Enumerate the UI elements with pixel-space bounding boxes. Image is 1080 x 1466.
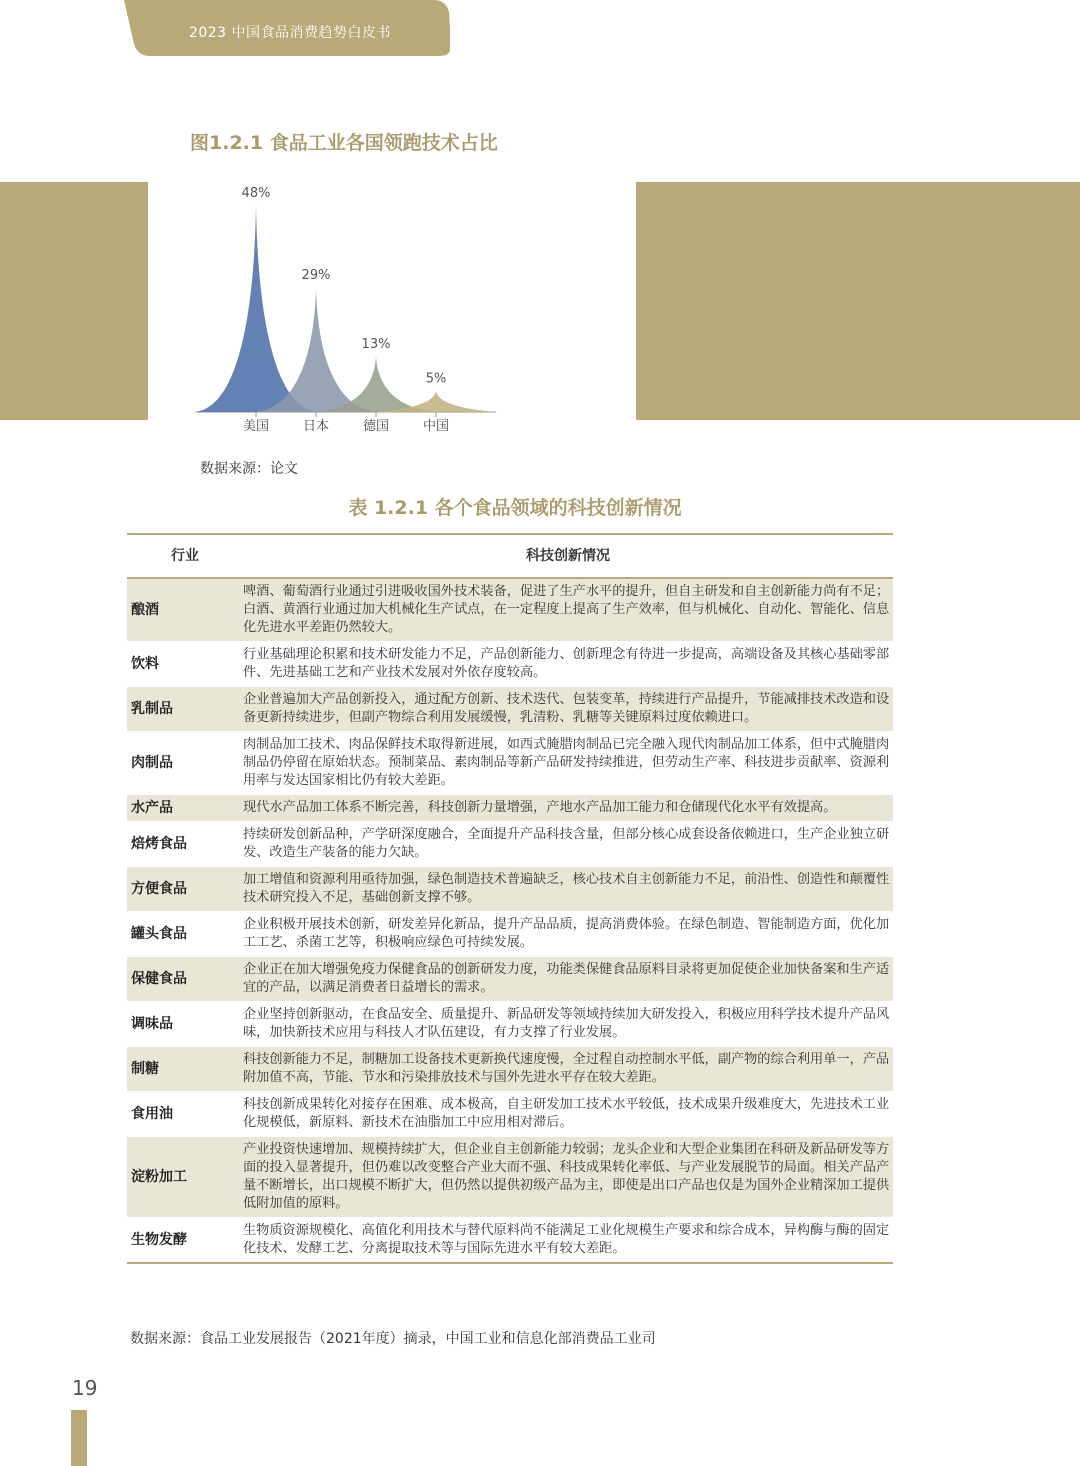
table-row bbox=[127, 1218, 893, 1264]
row-industry: 保健食品 bbox=[127, 957, 243, 1002]
page-number: 19 bbox=[72, 1376, 98, 1400]
table-row bbox=[127, 642, 893, 687]
innovation-table bbox=[127, 533, 893, 1264]
row-industry: 方便食品 bbox=[127, 867, 243, 912]
row-industry: 调味品 bbox=[127, 1002, 243, 1047]
row-industry: 水产品 bbox=[127, 795, 243, 822]
row-description: 产业投资快速增加、规模持续扩大，但企业自主创新能力较弱；龙头企业和大型企业集团在科研及新品研发等方面的投入显著提升，但仍难以改变整合产业大而不强、科技成果转化率低、与产业发展脱节的局面。相关产品产量不断增长，出口规模不断扩大，但仍然以提供初级产品为主，即使是出口产品也仅是为国外企业精深加工提供低附加值的原料。 bbox=[243, 1137, 893, 1218]
value-label: 48% bbox=[241, 186, 271, 201]
table-row bbox=[127, 687, 893, 732]
table-row bbox=[127, 795, 893, 822]
row-description: 啤酒、葡萄酒行业通过引进吸收国外技术装备，促进了生产水平的提升，但自主研发和自主创新能力尚有不足；白酒、黄酒行业通过加大机械化生产试点，在一定程度上提高了生产效率，但与机械化、自动化、智能化、信息化先进水平差距仍然较大。 bbox=[243, 578, 893, 642]
row-industry: 生物发酵 bbox=[127, 1218, 243, 1264]
table-row bbox=[127, 1137, 893, 1218]
table-row bbox=[127, 578, 893, 642]
row-industry: 食用油 bbox=[127, 1092, 243, 1137]
document-title: 2023 中国食品消费趋势白皮书 bbox=[188, 25, 392, 41]
header-tab bbox=[0, 0, 450, 56]
header-innovation: 科技创新情况 bbox=[243, 534, 893, 578]
table-row bbox=[127, 732, 893, 795]
table-row bbox=[127, 1092, 893, 1137]
row-description: 科技创新能力不足，制糖加工设备技术更新换代速度慢，全过程自动控制水平低，副产物的综合利用单一，产品附加值不高，节能、节水和污染排放技术与国外先进水平存在较大差距。 bbox=[243, 1047, 893, 1092]
row-description: 行业基础理论积累和技术研发能力不足，产品创新能力、创新理念有待进一步提高，高端设备及其核心基础零部件、先进基础工艺和产业技术发展对外依存度较高。 bbox=[243, 642, 893, 687]
row-description: 加工增值和资源利用亟待加强，绿色制造技术普遍缺乏，核心技术自主创新能力不足，前沿性、创造性和颠覆性技术研究投入不足，基础创新支撑不够。 bbox=[243, 867, 893, 912]
table-source: 数据来源：食品工业发展报告（2021年度）摘录，中国工业和信息化部消费品工业司 bbox=[130, 1331, 656, 1347]
row-industry: 淀粉加工 bbox=[127, 1137, 243, 1218]
category-label: 中国 bbox=[422, 419, 450, 434]
value-label: 13% bbox=[361, 336, 391, 352]
row-description: 企业正在加大增强免疫力保健食品的创新研发力度，功能类保健食品原料目录将更加促使企业加快备案和生产适宜的产品，以满足消费者日益增长的需求。 bbox=[243, 957, 893, 1002]
value-label: 5% bbox=[425, 371, 447, 387]
header-industry: 行业 bbox=[127, 534, 243, 578]
table-row bbox=[127, 1047, 893, 1092]
table-title: 表 1.2.1 各个食品领域的科技创新情况 bbox=[348, 497, 682, 519]
row-industry: 酿酒 bbox=[127, 578, 243, 642]
row-description: 持续研发创新品种，产学研深度融合，全面提升产品科技含量，但部分核心成套设备依赖进口，生产企业独立研发、改造生产装备的能力欠缺。 bbox=[243, 822, 893, 867]
row-description: 生物质资源规模化、高值化利用技术与替代原料尚不能满足工业化规模生产要求和综合成本，异构酶与酶的固定化技术、发酵工艺、分离提取技术等与国际先进水平有较大差距。 bbox=[243, 1218, 893, 1264]
row-description: 现代水产品加工体系不断完善，科技创新力量增强，产地水产品加工能力和仓储现代化水平有效提高。 bbox=[243, 795, 893, 822]
row-description: 科技创新成果转化对接存在困难、成本极高，自主研发加工技术水平较低，技术成果升级难度大，先进技术工业化规模低，新原料、新技术在油脂加工中应用相对滞后。 bbox=[243, 1092, 893, 1137]
category-label: 美国 bbox=[242, 419, 270, 434]
table-row bbox=[127, 957, 893, 1002]
peak-chart bbox=[190, 180, 510, 440]
category-label: 德国 bbox=[362, 419, 390, 434]
row-industry: 乳制品 bbox=[127, 687, 243, 732]
value-label: 29% bbox=[301, 267, 331, 283]
row-industry: 制糖 bbox=[127, 1047, 243, 1092]
table-row bbox=[127, 912, 893, 957]
row-description: 企业普遍加大产品创新投入，通过配方创新、技术迭代、包装变革，持续进行产品提升，节能减排技术改造和设备更新持续进步，但副产物综合利用发展缓慢，乳清粉、乳糖等关键原料过度依赖进口。 bbox=[243, 687, 893, 732]
peak-chart-svg bbox=[190, 180, 510, 440]
row-description: 肉制品加工技术、肉品保鲜技术取得新进展，如西式腌腊肉制品已完全融入现代肉制品加工体系，但中式腌腊肉制品仍停留在原始状态。预制菜品、素肉制品等新产品研发持续推进，但劳动生产率、科技进步贡献率、资源利用率与发达国家相比仍有较大差距。 bbox=[243, 732, 893, 795]
page-number-bar bbox=[71, 1410, 87, 1466]
decorative-block-right bbox=[636, 182, 1080, 420]
row-description: 企业积极开展技术创新，研发差异化新品，提升产品品质，提高消费体验。在绿色制造、智能制造方面，优化加工工艺、杀菌工艺等，积极响应绿色可持续发展。 bbox=[243, 912, 893, 957]
row-description: 企业坚持创新驱动，在食品安全、质量提升、新品研发等领域持续加大研发投入，积极应用科学技术提升产品风味，加快新技术应用与科技人才队伍建设，有力支撑了行业发展。 bbox=[243, 1002, 893, 1047]
row-industry: 焙烤食品 bbox=[127, 822, 243, 867]
table-row bbox=[127, 867, 893, 912]
figure-title: 图1.2.1 食品工业各国领跑技术占比 bbox=[190, 132, 498, 154]
row-industry: 罐头食品 bbox=[127, 912, 243, 957]
figure-source: 数据来源：论文 bbox=[200, 461, 298, 477]
table-row bbox=[127, 822, 893, 867]
category-label: 日本 bbox=[302, 419, 330, 434]
table-row bbox=[127, 1002, 893, 1047]
decorative-block-left bbox=[0, 182, 148, 420]
table-header-row bbox=[127, 534, 893, 578]
row-industry: 肉制品 bbox=[127, 732, 243, 795]
row-industry: 饮料 bbox=[127, 642, 243, 687]
